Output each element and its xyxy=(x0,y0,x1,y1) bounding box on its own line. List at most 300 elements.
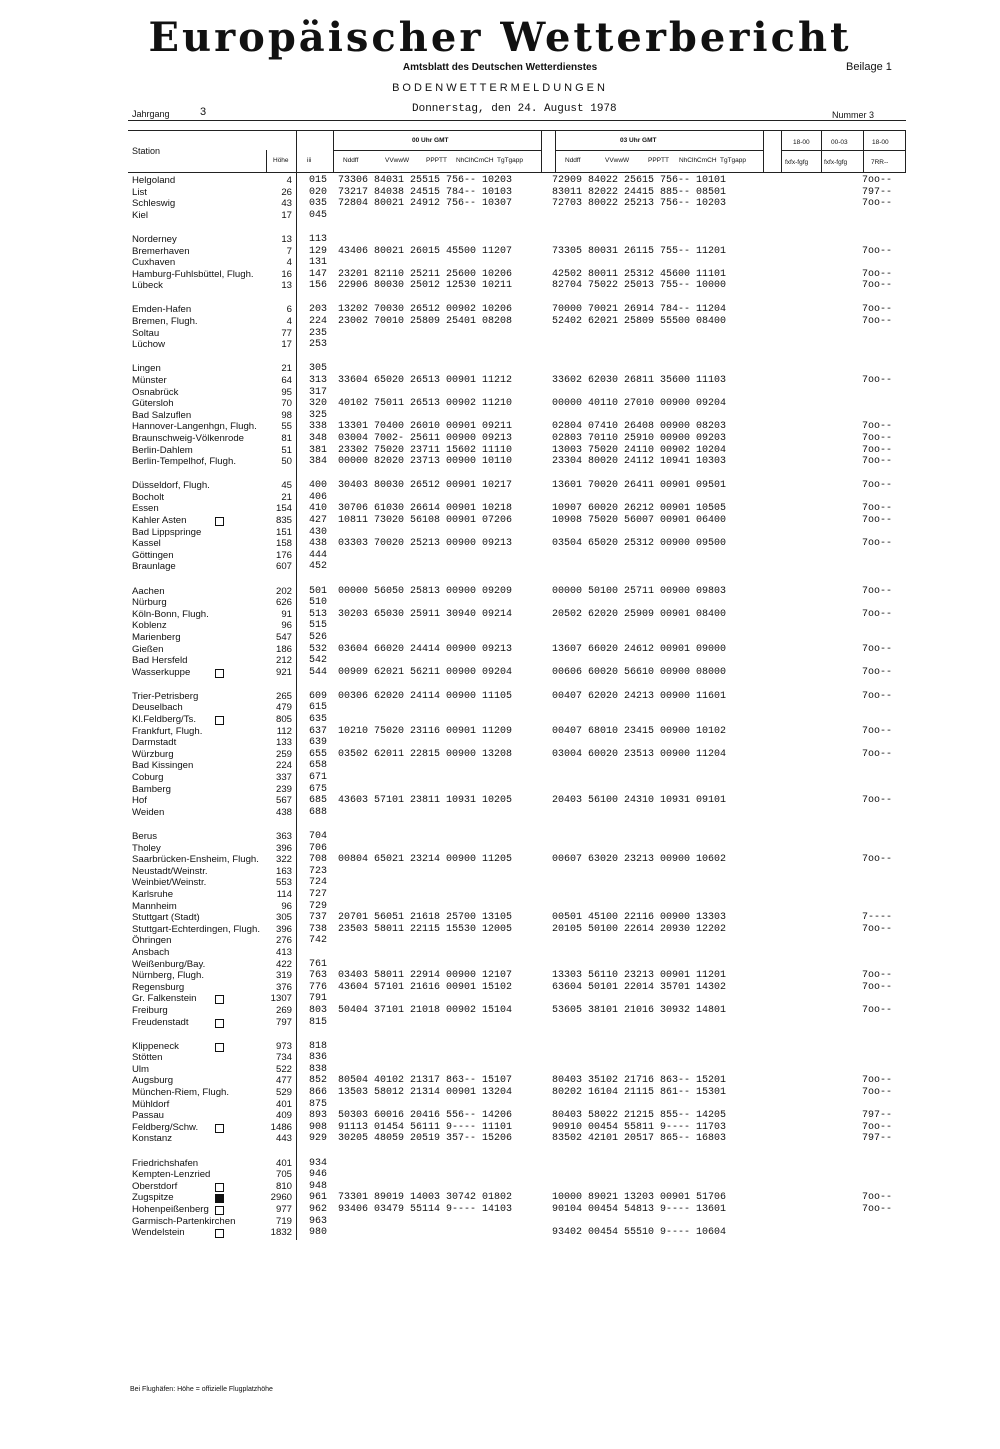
station-name: Lübeck xyxy=(132,280,163,292)
obs-03: 23304 80020 24112 10941 10303 xyxy=(552,456,727,468)
obs-03: 00407 68010 23415 00900 10102 xyxy=(552,725,727,737)
obs-03: 20403 56100 24310 10931 09101 xyxy=(552,795,727,807)
station-height: 835 xyxy=(275,515,292,526)
station-name: Kahler Asten xyxy=(132,515,187,526)
station-iii: 317 xyxy=(309,386,328,398)
obs-03: 00407 62020 24213 00900 11601 xyxy=(552,690,727,702)
station-marker-icon xyxy=(215,1043,224,1052)
station-name: Deuselbach xyxy=(132,702,183,714)
station-height: 202 xyxy=(275,585,292,597)
col-r1-sub: fxfx-fgfg xyxy=(785,159,809,166)
station-iii: 452 xyxy=(309,561,328,573)
obs-00: 23002 70010 25809 25401 08208 xyxy=(338,316,513,327)
station-height: 553 xyxy=(275,877,292,889)
station-iii: 836 xyxy=(309,1052,328,1064)
station-height: 1486 xyxy=(270,1121,292,1133)
obs-03: 10908 75020 56007 00901 06400 xyxy=(552,515,727,526)
station-iii: 761 xyxy=(309,958,328,970)
station-height: 376 xyxy=(275,981,292,993)
station-name: Kassel xyxy=(132,538,161,550)
station-height: 26 xyxy=(281,186,292,198)
obs-03: 83502 42101 20517 865-- 16803 xyxy=(552,1133,727,1145)
obs-03: 82704 75022 25013 755-- 10000 xyxy=(552,280,727,292)
station-iii: 658 xyxy=(309,760,328,772)
rain-code: 7oo-- xyxy=(862,608,893,620)
rain-code: 7oo-- xyxy=(862,374,893,386)
station-height: 363 xyxy=(275,830,292,842)
station-iii: 532 xyxy=(309,643,328,655)
station-name: Freiburg xyxy=(132,1004,168,1016)
col-r2-sub: fxfx-fgfg xyxy=(824,159,848,166)
rain-code: 7oo-- xyxy=(862,175,893,186)
station-iii: 675 xyxy=(309,783,328,795)
obs-03: 63604 50101 22014 35701 14302 xyxy=(552,981,727,993)
rain-code: 7oo-- xyxy=(862,198,893,210)
station-iii: 515 xyxy=(309,620,328,632)
obs-00: 00909 62021 56211 00900 09204 xyxy=(338,666,513,678)
station-height: 305 xyxy=(275,912,292,924)
obs-03: 00000 40110 27010 00900 09204 xyxy=(552,398,727,410)
station-iii: 818 xyxy=(309,1040,328,1052)
col-iii: iii xyxy=(307,157,312,164)
station-name: Garmisch-Partenkirchen xyxy=(132,1215,236,1227)
col-group-00: 00 Uhr GMT xyxy=(412,137,449,144)
obs-00: 43603 57101 23811 10931 10205 xyxy=(338,795,513,807)
obs-03: 13601 70020 26411 00901 09501 xyxy=(552,480,727,492)
station-iii: 609 xyxy=(309,690,328,702)
obs-03: 70000 70021 26914 784-- 11204 xyxy=(552,304,727,316)
station-name: Karlsruhe xyxy=(132,888,174,900)
station-iii: 893 xyxy=(309,1110,328,1122)
rule-03-group xyxy=(555,150,763,151)
station-iii: 305 xyxy=(309,363,328,375)
station-iii: 400 xyxy=(309,480,328,492)
station-name: Freudenstadt xyxy=(132,1016,189,1028)
station-name: München-Riem, Flugh. xyxy=(132,1087,230,1098)
obs-00: 03403 58011 22914 00900 12107 xyxy=(338,970,513,982)
vrule-3 xyxy=(555,130,556,172)
station-name: Braunschweig-Völkenrode xyxy=(132,432,244,444)
obs-00: 73301 89019 14003 30742 01802 xyxy=(338,1192,513,1204)
obs-03: 00501 45100 22116 00900 13303 xyxy=(552,912,727,924)
obs-03: 10000 89021 13203 00901 51706 xyxy=(552,1192,727,1204)
station-iii: 685 xyxy=(309,795,328,807)
station-iii: 866 xyxy=(309,1087,328,1098)
station-height: 921 xyxy=(275,666,292,678)
station-height: 212 xyxy=(275,655,292,667)
rain-code: 7oo-- xyxy=(862,1087,893,1098)
obs-00: 00000 82020 23713 00900 10110 xyxy=(338,456,513,468)
rain-code: 7oo-- xyxy=(862,1203,893,1215)
header-rule xyxy=(128,120,906,121)
station-height: 396 xyxy=(275,842,292,854)
station-iii: 724 xyxy=(309,877,328,889)
station-iii: 727 xyxy=(309,888,328,900)
station-height: 477 xyxy=(275,1075,292,1087)
station-iii: 948 xyxy=(309,1180,328,1192)
station-iii: 815 xyxy=(309,1016,328,1028)
station-name: Augsburg xyxy=(132,1075,174,1087)
station-iii: 838 xyxy=(309,1063,328,1075)
station-name: Feldberg/Schw. xyxy=(132,1121,199,1133)
col-tgtg-03: TgTgapp xyxy=(720,157,747,164)
station-name: Kl.Feldberg/Ts. xyxy=(132,714,196,725)
station-height: 337 xyxy=(275,772,292,783)
station-iii: 875 xyxy=(309,1098,328,1110)
obs-03: 80403 35102 21716 863-- 15201 xyxy=(552,1075,727,1087)
station-height: 64 xyxy=(281,374,292,386)
obs-03: 52402 62021 25809 55500 08400 xyxy=(552,316,727,327)
station-iii: 384 xyxy=(309,456,328,468)
obs-00: 50303 60016 20416 556-- 14206 xyxy=(338,1110,513,1122)
station-iii: 015 xyxy=(309,175,328,186)
station-height: 1307 xyxy=(270,993,292,1005)
station-name: Osnabrück xyxy=(132,386,179,398)
station-name: Berus xyxy=(132,830,158,842)
obs-03: 72703 80022 25213 756-- 10203 xyxy=(552,198,727,210)
col-nh-00: NhClhCmCH xyxy=(456,157,494,164)
station-iii: 615 xyxy=(309,702,328,714)
obs-00: 30203 65030 25911 30940 09214 xyxy=(338,608,513,620)
col-r3-sub: 7RR-- xyxy=(871,159,889,166)
station-name: Frankfurt, Flugh. xyxy=(132,725,203,737)
station-height: 4 xyxy=(286,175,292,186)
station-name: Gr. Falkenstein xyxy=(132,993,197,1005)
rain-code: 7oo-- xyxy=(862,643,893,655)
station-iii: 763 xyxy=(309,970,328,982)
rain-code: 7oo-- xyxy=(862,432,893,444)
station-name: Düsseldorf, Flugh. xyxy=(132,480,210,492)
obs-00: 33604 65020 26513 00901 11212 xyxy=(338,374,513,386)
station-name: Marienberg xyxy=(132,631,181,643)
station-height: 269 xyxy=(275,1004,292,1016)
station-name: Koblenz xyxy=(132,620,167,632)
station-iii: 542 xyxy=(309,655,328,667)
vrule-station xyxy=(266,150,267,172)
obs-00: 10811 73020 56108 00901 07206 xyxy=(338,515,513,526)
station-name: Schleswig xyxy=(132,198,176,210)
station-name: Gütersloh xyxy=(132,398,174,410)
rain-code: 7---- xyxy=(862,912,893,924)
station-name: Braunlage xyxy=(132,561,176,573)
station-height: 158 xyxy=(275,538,292,550)
station-height: 705 xyxy=(275,1169,292,1181)
station-height: 186 xyxy=(275,643,292,655)
obs-00: 00804 65021 23214 00900 11205 xyxy=(338,854,513,866)
obs-03: 03504 65020 25312 00900 09500 xyxy=(552,538,727,550)
station-iii: 723 xyxy=(309,865,328,877)
station-iii: 406 xyxy=(309,491,328,503)
obs-00: 43604 57101 21616 00901 15102 xyxy=(338,981,513,993)
obs-03: 02804 07410 26408 00900 08203 xyxy=(552,421,727,433)
station-iii: 501 xyxy=(309,585,328,597)
header-rule-2 xyxy=(128,130,906,131)
station-name: Hof xyxy=(132,795,147,807)
station-name: Essen xyxy=(132,503,159,515)
obs-03: 53605 38101 21016 30932 14801 xyxy=(552,1004,727,1016)
station-iii: 045 xyxy=(309,209,328,221)
station-height: 96 xyxy=(281,900,292,912)
station-iii: 962 xyxy=(309,1203,328,1215)
station-name: Soltau xyxy=(132,327,160,339)
section-title: BODENWETTERMELDUNGEN xyxy=(392,82,608,94)
station-name: Regensburg xyxy=(132,981,185,993)
station-name: Bad Lippspringe xyxy=(132,526,202,538)
station-name: Klippeneck xyxy=(132,1040,179,1052)
station-height: 719 xyxy=(275,1215,292,1227)
obs-03: 10907 60020 26212 00901 10505 xyxy=(552,503,727,515)
station-iii: 235 xyxy=(309,327,328,339)
station-iii: 526 xyxy=(309,631,328,643)
station-height: 409 xyxy=(275,1110,292,1122)
col-r1800b: 18-00 xyxy=(872,139,889,146)
vrule-2 xyxy=(541,130,542,172)
obs-00: 93406 03479 55114 9---- 14103 xyxy=(338,1203,513,1215)
station-marker-icon xyxy=(215,1183,224,1192)
station-name: Mannheim xyxy=(132,900,177,912)
rule-rr-group xyxy=(781,150,905,151)
station-height: 547 xyxy=(275,631,292,643)
station-height: 13 xyxy=(281,233,292,245)
station-name: Oberstdorf xyxy=(132,1180,178,1192)
station-height: 154 xyxy=(275,503,292,515)
rain-code: 7oo-- xyxy=(862,444,893,456)
rain-code: 7oo-- xyxy=(862,1004,893,1016)
station-iii: 129 xyxy=(309,245,328,257)
station-marker-icon xyxy=(215,1019,224,1028)
station-height: 422 xyxy=(275,958,292,970)
obs-00: 23503 58011 22115 15530 12005 xyxy=(338,923,513,935)
issue-number: Nummer 3 xyxy=(832,110,875,120)
obs-00: 72804 80021 24912 756-- 10307 xyxy=(338,198,513,210)
obs-03: 13003 75020 24110 00902 10204 xyxy=(552,444,727,456)
station-iii: 020 xyxy=(309,186,328,198)
station-name: Bremen, Flugh. xyxy=(132,316,198,327)
station-marker-icon xyxy=(215,1229,224,1238)
station-iii: 131 xyxy=(309,257,328,269)
station-height: 133 xyxy=(275,737,292,749)
obs-00: 73217 84038 24515 784-- 10103 xyxy=(338,186,513,198)
station-iii: 035 xyxy=(309,198,328,210)
station-marker-icon xyxy=(215,1206,224,1215)
station-iii: 381 xyxy=(309,444,328,456)
station-iii: 348 xyxy=(309,432,328,444)
obs-00: 40102 75011 26513 00902 11210 xyxy=(338,398,513,410)
station-iii: 737 xyxy=(309,912,328,924)
footnote: Bei Flughäfen: Höhe = offizielle Flugplatzhöhe xyxy=(130,1386,273,1393)
rain-code: 7oo-- xyxy=(862,923,893,935)
station-iii: 325 xyxy=(309,409,328,421)
station-name: Münster xyxy=(132,374,167,386)
station-height: 810 xyxy=(275,1180,292,1192)
station-height: 114 xyxy=(276,888,292,900)
station-iii: 742 xyxy=(309,935,328,947)
obs-03: 73305 80031 26115 755-- 11201 xyxy=(552,245,727,257)
obs-03: 00000 50100 25711 00900 09803 xyxy=(552,585,727,597)
station-height: 734 xyxy=(275,1052,292,1064)
station-iii: 147 xyxy=(309,268,328,280)
station-height: 112 xyxy=(276,725,292,737)
station-height: 265 xyxy=(275,690,292,702)
station-height: 43 xyxy=(281,198,292,210)
obs-00: 73306 84031 25515 756-- 10203 xyxy=(338,175,513,186)
station-name: Kempten-Lenzried xyxy=(132,1169,211,1181)
station-iii: 980 xyxy=(309,1227,328,1239)
jahrgang-label: Jahrgang xyxy=(132,109,170,119)
vrule-5 xyxy=(781,130,782,172)
rain-code: 7oo-- xyxy=(862,1192,893,1204)
station-iii: 852 xyxy=(309,1075,328,1087)
vrule-height xyxy=(296,130,297,1240)
station-iii: 946 xyxy=(309,1169,328,1181)
station-marker-icon xyxy=(215,669,224,678)
station-height: 239 xyxy=(275,783,292,795)
station-height: 95 xyxy=(281,386,292,398)
station-name: Nürnberg, Flugh. xyxy=(132,970,204,982)
station-iii: 635 xyxy=(309,714,328,725)
obs-00: 13301 70400 26010 00901 09211 xyxy=(338,421,513,433)
station-name: Berlin-Dahlem xyxy=(132,444,193,456)
rain-code: 7oo-- xyxy=(862,515,893,526)
station-height: 567 xyxy=(275,795,292,807)
obs-00: 13202 70030 26512 00902 10206 xyxy=(338,304,513,316)
rain-code: 7oo-- xyxy=(862,480,893,492)
station-name: Bocholt xyxy=(132,491,164,503)
station-height: 6 xyxy=(286,304,292,316)
station-name: Wendelstein xyxy=(132,1227,185,1239)
station-iii: 776 xyxy=(309,981,328,993)
station-iii: 637 xyxy=(309,725,328,737)
rain-code: 7oo-- xyxy=(862,854,893,866)
station-name: Bamberg xyxy=(132,783,171,795)
station-name: Köln-Bonn, Flugh. xyxy=(132,608,209,620)
obs-00: 03004 7002- 25611 00900 09213 xyxy=(338,432,513,444)
station-height: 21 xyxy=(281,363,292,375)
station-iii: 934 xyxy=(309,1157,328,1169)
station-name: Coburg xyxy=(132,772,164,783)
rain-code: 7oo-- xyxy=(862,725,893,737)
station-height: 7 xyxy=(286,245,292,257)
rain-code: 7oo-- xyxy=(862,503,893,515)
rain-code: 7oo-- xyxy=(862,304,893,316)
station-name: Cuxhaven xyxy=(132,257,176,269)
station-iii: 729 xyxy=(309,900,328,912)
station-name: Passau xyxy=(132,1110,164,1122)
vrule-4 xyxy=(763,130,764,172)
obs-03: 00607 63020 23213 00900 10602 xyxy=(552,854,727,866)
station-name: Stuttgart-Echterdingen, Flugh. xyxy=(132,923,260,935)
obs-00: 91113 01454 56111 9---- 11101 xyxy=(338,1121,513,1133)
rain-code: 7oo-- xyxy=(862,316,893,327)
col-r0003: 00-03 xyxy=(831,139,848,146)
rain-code: 7oo-- xyxy=(862,280,893,292)
col-group-03: 03 Uhr GMT xyxy=(620,137,657,144)
station-name: Kiel xyxy=(132,209,148,221)
station-name: Ulm xyxy=(132,1063,150,1075)
subtitle: Amtsblatt des Deutschen Wetterdienstes xyxy=(402,62,598,73)
rain-code: 7oo-- xyxy=(862,690,893,702)
rain-code: 797-- xyxy=(862,1133,893,1145)
station-height: 77 xyxy=(281,327,292,339)
station-iii: 224 xyxy=(309,316,328,327)
rain-code: 7oo-- xyxy=(862,981,893,993)
col-station: Station xyxy=(132,146,161,156)
station-height: 96 xyxy=(281,620,292,632)
rain-code: 7oo-- xyxy=(862,421,893,433)
station-name: Stötten xyxy=(132,1052,163,1064)
station-iii: 253 xyxy=(309,339,328,351)
obs-00: 00000 56050 25813 00900 09209 xyxy=(338,585,513,597)
station-name: Bad Hersfeld xyxy=(132,655,188,667)
obs-00: 30403 80030 26512 00901 10217 xyxy=(338,480,513,492)
station-height: 401 xyxy=(275,1098,292,1110)
obs-00: 20701 56051 21618 25700 13105 xyxy=(338,912,513,924)
station-height: 224 xyxy=(275,760,292,772)
obs-03: 90910 00454 55811 9---- 11703 xyxy=(552,1121,727,1133)
rain-code: 7oo-- xyxy=(862,748,893,760)
rain-code: 7oo-- xyxy=(862,970,893,982)
obs-03: 13303 56110 23213 00901 11201 xyxy=(552,970,727,982)
station-height: 479 xyxy=(275,702,292,714)
station-height: 322 xyxy=(275,854,292,866)
station-marker-icon xyxy=(215,517,224,526)
station-name: List xyxy=(132,186,147,198)
col-hoehe: Höhe xyxy=(273,157,289,164)
beilage-label: Beilage 1 xyxy=(846,61,892,73)
station-height: 396 xyxy=(275,923,292,935)
station-height: 443 xyxy=(275,1133,292,1145)
obs-00: 10210 75020 23116 00901 11209 xyxy=(338,725,513,737)
station-name: Weinbiet/Weinstr. xyxy=(132,877,207,889)
station-iii: 929 xyxy=(309,1133,328,1145)
station-iii: 544 xyxy=(309,666,328,678)
station-iii: 671 xyxy=(309,772,328,783)
station-height: 805 xyxy=(275,714,292,725)
station-name: Friedrichshafen xyxy=(132,1157,199,1169)
col-tgtg-00: TgTgapp xyxy=(497,157,524,164)
station-name: Wasserkuppe xyxy=(132,666,191,678)
station-height: 21 xyxy=(281,491,292,503)
station-height: 16 xyxy=(281,268,292,280)
station-name: Hamburg-Fuhlsbüttel, Flugh. xyxy=(132,268,254,280)
station-name: Würzburg xyxy=(132,748,174,760)
column-header-rule xyxy=(128,172,906,173)
obs-00: 50404 37101 21018 00902 15104 xyxy=(338,1004,513,1016)
obs-00: 43406 80021 26015 45500 11207 xyxy=(338,245,513,257)
station-height: 259 xyxy=(275,748,292,760)
page-title: Europäischer Wetterbericht xyxy=(148,14,852,61)
obs-03: 93402 00454 55510 9---- 10604 xyxy=(552,1227,727,1239)
station-name: Lüchow xyxy=(132,339,166,351)
station-height: 522 xyxy=(275,1063,292,1075)
station-marker-icon xyxy=(215,716,224,725)
station-height: 91 xyxy=(281,608,292,620)
station-height: 797 xyxy=(275,1016,292,1028)
station-height: 413 xyxy=(275,946,292,958)
obs-00: 13503 58012 21314 00901 13204 xyxy=(338,1087,513,1098)
station-name: Öhringen xyxy=(132,935,172,947)
rain-code: 7oo-- xyxy=(862,585,893,597)
station-name: Stuttgart (Stadt) xyxy=(132,912,200,924)
rule-00-group xyxy=(333,150,541,151)
station-name: Weiden xyxy=(132,806,165,818)
station-height: 4 xyxy=(286,316,292,327)
station-height: 45 xyxy=(281,480,292,492)
station-name: Helgoland xyxy=(132,175,176,186)
station-iii: 738 xyxy=(309,923,328,935)
station-height: 4 xyxy=(286,257,292,269)
rain-code: 7oo-- xyxy=(862,1121,893,1133)
